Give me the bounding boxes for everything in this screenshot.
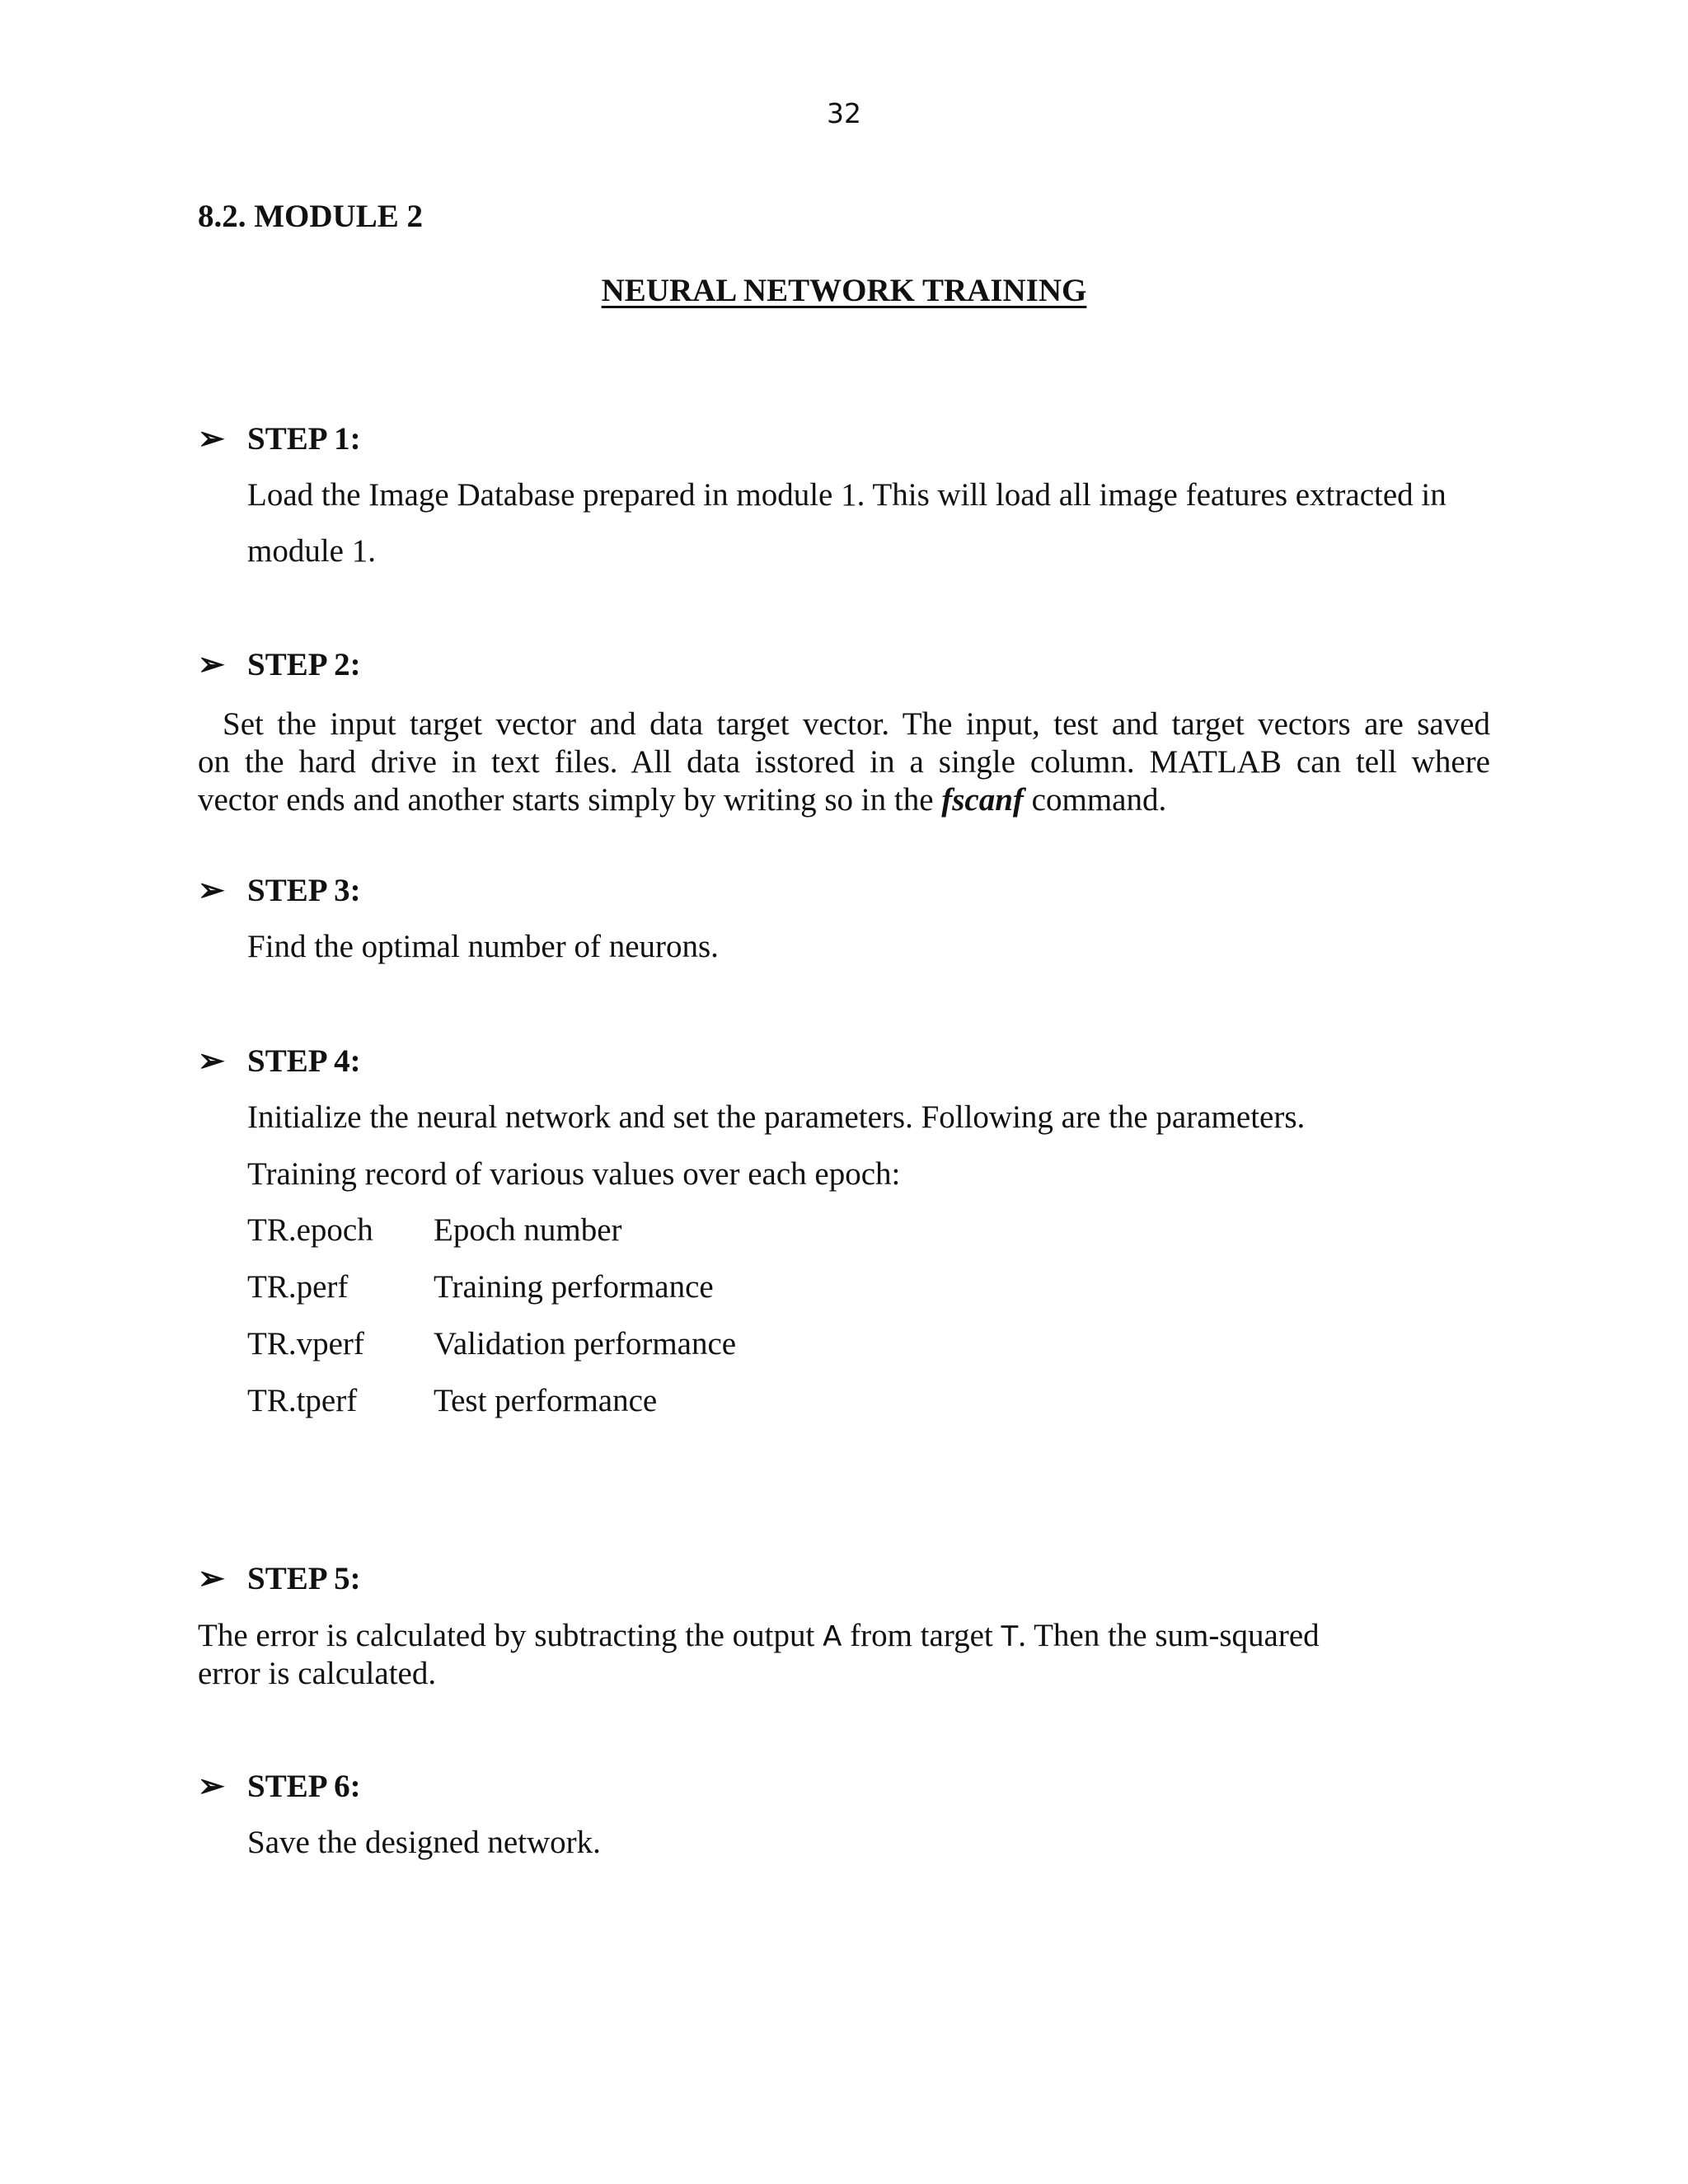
step-6-text-line-1: Save the designed network. [247, 1825, 601, 1860]
step-2-command-suffix: command. [1023, 782, 1167, 818]
step-3-label: STEP 3: [247, 873, 361, 908]
parameter-description: Validation performance [434, 1326, 737, 1361]
step-5-text-line-2: error is calculated. [198, 1656, 437, 1691]
step-5-heading [198, 1560, 361, 1597]
step-1-text-line-2: module 1. [247, 533, 376, 569]
page-number: 32 [827, 97, 861, 129]
step-6-heading [198, 1768, 361, 1805]
parameter-row-tperf [247, 1382, 657, 1419]
parameter-name: TR.tperf [247, 1383, 358, 1418]
parameter-name: TR.vperf [247, 1326, 364, 1361]
step-4-text-line-1: Initialize the neural network and set the parameters. Following are the parameters. [247, 1099, 1306, 1135]
step-5-text-line-1 [198, 1617, 1490, 1655]
step-2-text-line-1: Set the input target vector and data target vector. The input, test and target vectors are saved [223, 706, 1490, 742]
step-4-label: STEP 4: [247, 1043, 361, 1079]
step-2-paragraph [198, 705, 1490, 819]
step-2-text-line-3-body: vector ends and another starts simply by writing so in the [198, 782, 934, 818]
step-1-text-line-1: Load the Image Database prepared in module 1. This will load all image features extracted in [247, 477, 1447, 513]
step-3-heading [198, 872, 361, 909]
parameter-row-vperf [247, 1325, 736, 1362]
step-5-paragraph [198, 1617, 1490, 1693]
arrow-bullet-icon: ➢ [198, 873, 225, 908]
step-1-heading [198, 420, 361, 457]
step-4-text-line-2: Training record of various values over each epoch: [247, 1156, 901, 1192]
parameter-description: Training performance [434, 1269, 714, 1305]
step-5-text-a: The error is calculated by subtracting the output [198, 1618, 823, 1653]
arrow-bullet-icon: ➢ [198, 647, 225, 682]
parameter-row-epoch [247, 1212, 622, 1249]
step-1-label: STEP 1: [247, 421, 361, 457]
step-2-text-line-3 [198, 781, 1490, 819]
symbol-t: T [1001, 1620, 1019, 1653]
arrow-bullet-icon: ➢ [198, 1769, 225, 1804]
parameter-name: TR.perf [247, 1269, 349, 1305]
parameter-name: TR.epoch [247, 1212, 373, 1248]
parameter-row-perf [247, 1268, 714, 1305]
arrow-bullet-icon: ➢ [198, 421, 225, 457]
symbol-a: A [823, 1620, 842, 1653]
step-4-heading [198, 1043, 361, 1080]
arrow-bullet-icon: ➢ [198, 1043, 225, 1079]
section-heading: 8.2. MODULE 2 [198, 199, 423, 234]
page-title: NEURAL NETWORK TRAINING [601, 273, 1087, 308]
parameter-description: Epoch number [434, 1212, 622, 1248]
step-6-label: STEP 6: [247, 1769, 361, 1804]
step-5-label: STEP 5: [247, 1561, 361, 1596]
step-2-text-line-2: on the hard drive in text files. All data isstored in a single column. MATLAB can tell where [198, 744, 1490, 780]
step-5-text-c: . Then the sum-squared [1018, 1618, 1320, 1653]
step-5-text-b: from target [842, 1618, 1001, 1653]
fscanf-command: fscanf [941, 782, 1024, 818]
step-2-heading [198, 646, 361, 683]
step-2-label: STEP 2: [247, 647, 361, 682]
step-3-text-line-1: Find the optimal number of neurons. [247, 929, 719, 964]
arrow-bullet-icon: ➢ [198, 1561, 225, 1596]
parameter-description: Test performance [434, 1383, 658, 1418]
